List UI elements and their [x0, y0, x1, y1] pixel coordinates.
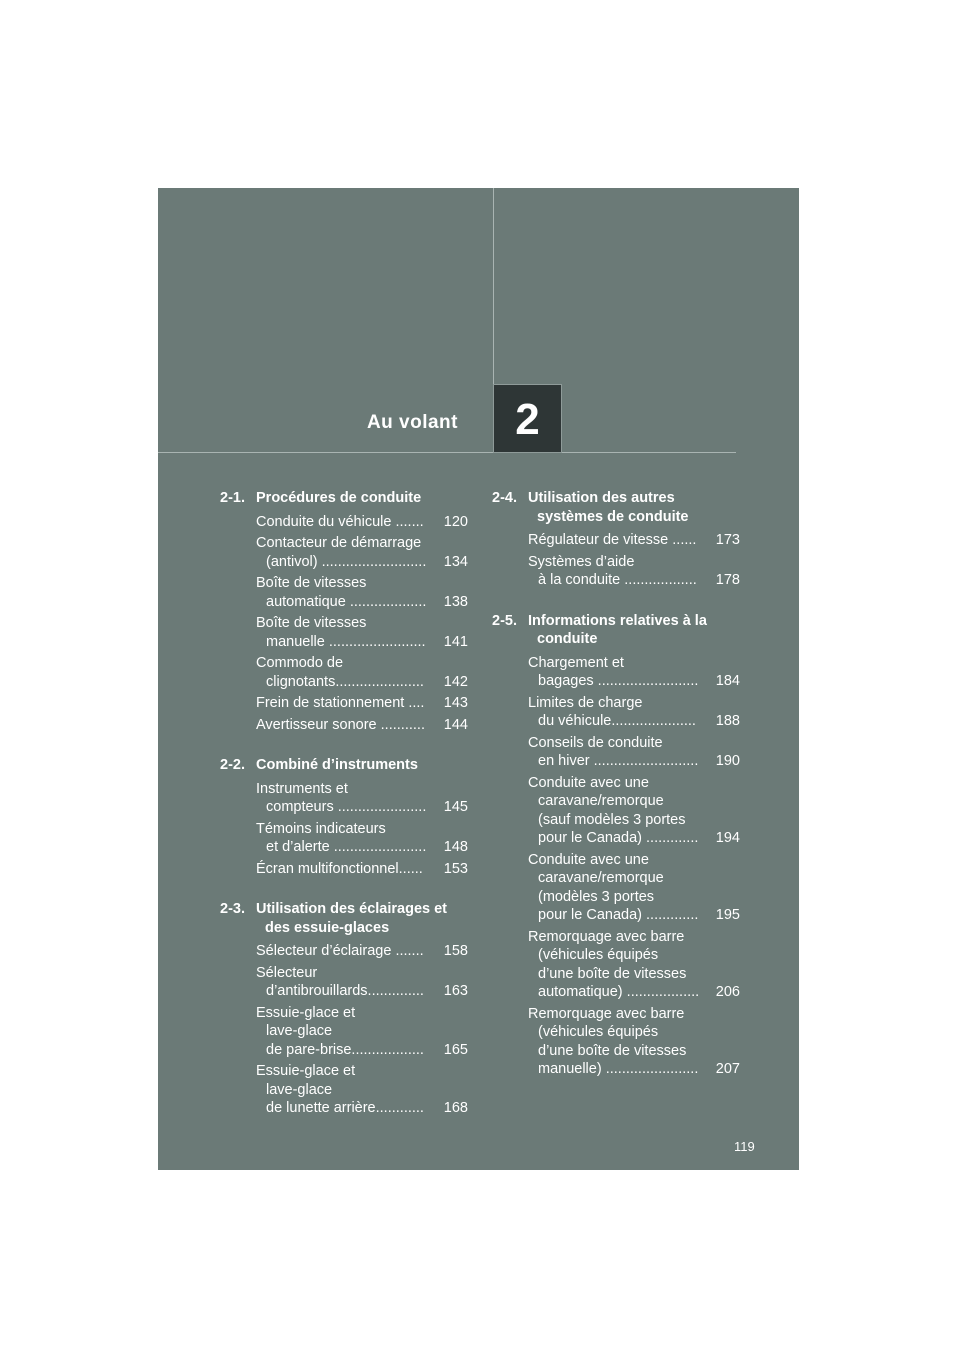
entry-title: Remorquage avec barre (véhicules équipés d’une boîte de vitesses manuelle) ....................... — [528, 1005, 699, 1077]
toc-entry[interactable] — [256, 1062, 468, 1118]
toc-section — [492, 489, 740, 590]
entry-page-number: 206 — [715, 984, 740, 1000]
entry-page-number: 195 — [715, 907, 740, 923]
entry-title: Frein de stationnement .... — [256, 695, 425, 711]
entry-title: Boîte de vitesses automatique ................... — [256, 575, 427, 610]
entry-title: Témoins indicateurs et d’alerte ....................... — [256, 820, 427, 855]
section-heading[interactable] — [220, 756, 468, 775]
entry-page-number: 190 — [715, 753, 740, 769]
entry-page-number: 158 — [443, 943, 468, 959]
entry-page-number: 163 — [443, 983, 468, 999]
entry-page-number: 184 — [715, 673, 740, 689]
section-title: Combiné d’instruments — [256, 757, 418, 773]
entry-page-number: 142 — [443, 673, 468, 690]
entry-title: Chargement et bagages ......................... — [528, 654, 699, 689]
section-number: 2-1. — [220, 490, 245, 506]
entry-title: Commodo de clignotants...................... — [256, 655, 424, 690]
toc-entry[interactable] — [256, 534, 468, 571]
section-heading[interactable] — [492, 489, 740, 526]
entry-title: Conduite avec une caravane/remorque (sauf modèles 3 portes pour le Canada) ............. — [528, 774, 699, 846]
vertical-divider — [493, 188, 494, 384]
chapter-number: 2 — [515, 395, 540, 444]
toc-entry[interactable] — [256, 694, 468, 713]
chapter-title: Au volant — [366, 412, 458, 433]
entry-list — [492, 654, 740, 1079]
chapter-number-box — [493, 384, 562, 453]
toc-entry[interactable] — [256, 942, 468, 961]
section-title: Utilisation des éclairages et des essuie-glaces — [256, 901, 447, 936]
toc-entry[interactable] — [256, 574, 468, 611]
entry-page-number: 207 — [715, 1061, 740, 1077]
toc-entry[interactable] — [256, 780, 468, 817]
toc-entry[interactable] — [528, 553, 740, 590]
toc-entry[interactable] — [528, 1005, 740, 1079]
toc-entry[interactable] — [528, 774, 740, 848]
title-rule — [158, 452, 736, 453]
toc-section — [492, 612, 740, 1079]
entry-title: Sélecteur d’antibrouillards.............. — [256, 964, 424, 999]
entry-page-number: 153 — [443, 860, 468, 877]
entry-list — [220, 513, 468, 735]
entry-title: Systèmes d’aide à la conduite .................. — [528, 553, 697, 588]
entry-page-number: 134 — [443, 553, 468, 570]
toc-left-column — [220, 489, 468, 1140]
toc-entry[interactable] — [256, 1004, 468, 1060]
entry-page-number: 165 — [443, 1041, 468, 1058]
toc-section — [220, 489, 468, 734]
toc-entry[interactable] — [528, 734, 740, 771]
toc-entry[interactable] — [528, 694, 740, 731]
section-number: 2-2. — [220, 757, 245, 773]
entry-page-number: 144 — [443, 716, 468, 733]
page-number: 119 — [734, 1139, 755, 1154]
entry-page-number: 173 — [715, 532, 740, 548]
entry-list — [492, 531, 740, 590]
entry-title: Essuie-glace et lave-glace de pare-brise.................. — [256, 1004, 424, 1058]
section-number: 2-4. — [492, 490, 517, 506]
toc-section — [220, 756, 468, 878]
section-number: 2-5. — [492, 612, 517, 629]
entry-page-number: 141 — [443, 633, 468, 650]
entry-title: Conduite du véhicule ....... — [256, 513, 424, 530]
toc-entry[interactable] — [528, 928, 740, 1002]
entry-title: Écran multifonctionnel...... — [256, 860, 423, 877]
section-heading[interactable] — [220, 489, 468, 508]
entry-page-number: 188 — [715, 713, 740, 729]
entry-title: Instruments et compteurs ...................... — [256, 780, 427, 815]
section-heading[interactable] — [492, 612, 740, 649]
toc-entry[interactable] — [256, 860, 468, 879]
entry-title: Contacteur de démarrage (antivol) .......................... — [256, 535, 427, 570]
toc-right-column — [492, 489, 740, 1101]
entry-title: Régulateur de vitesse ...... — [528, 532, 697, 548]
entry-page-number: 148 — [443, 839, 468, 855]
entry-list — [220, 780, 468, 879]
entry-title: Conduite avec une caravane/remorque (modèles 3 portes pour le Canada) ............. — [528, 851, 699, 923]
toc-entry[interactable] — [528, 851, 740, 925]
toc-entry[interactable] — [528, 654, 740, 691]
toc-entry[interactable] — [528, 531, 740, 550]
entry-title: Conseils de conduite en hiver .......................... — [528, 734, 699, 769]
entry-page-number: 194 — [715, 830, 740, 846]
entry-title: Essuie-glace et lave-glace de lunette arrière............ — [256, 1063, 424, 1116]
entry-page-number: 145 — [443, 799, 468, 815]
entry-list — [220, 942, 468, 1118]
entry-title: Limites de charge du véhicule..................... — [528, 694, 696, 729]
entry-page-number: 143 — [443, 695, 468, 711]
toc-entry[interactable] — [256, 614, 468, 651]
toc-entry[interactable] — [256, 820, 468, 857]
entry-page-number: 120 — [443, 513, 468, 530]
entry-title: Remorquage avec barre (véhicules équipés d’une boîte de vitesses automatique) .................. — [528, 928, 700, 1000]
section-title: Procédures de conduite — [256, 490, 422, 506]
section-heading[interactable] — [220, 900, 468, 937]
entry-page-number: 168 — [443, 1100, 468, 1116]
entry-title: Avertisseur sonore ........... — [256, 716, 425, 733]
toc-entry[interactable] — [256, 716, 468, 735]
section-title: Informations relatives à la conduite — [528, 612, 707, 647]
toc-section — [220, 900, 468, 1118]
entry-title: Boîte de vitesses manuelle ........................ — [256, 615, 426, 650]
section-title: Utilisation des autres systèmes de conduite — [528, 490, 689, 525]
entry-title: Sélecteur d’éclairage ....... — [256, 943, 424, 959]
entry-page-number: 138 — [443, 593, 468, 610]
section-number: 2-3. — [220, 901, 245, 917]
entry-page-number: 178 — [715, 572, 740, 588]
toc-entry[interactable] — [256, 964, 468, 1001]
chapter-page — [158, 188, 799, 1170]
toc-entry[interactable] — [256, 654, 468, 691]
toc-entry[interactable] — [256, 513, 468, 532]
